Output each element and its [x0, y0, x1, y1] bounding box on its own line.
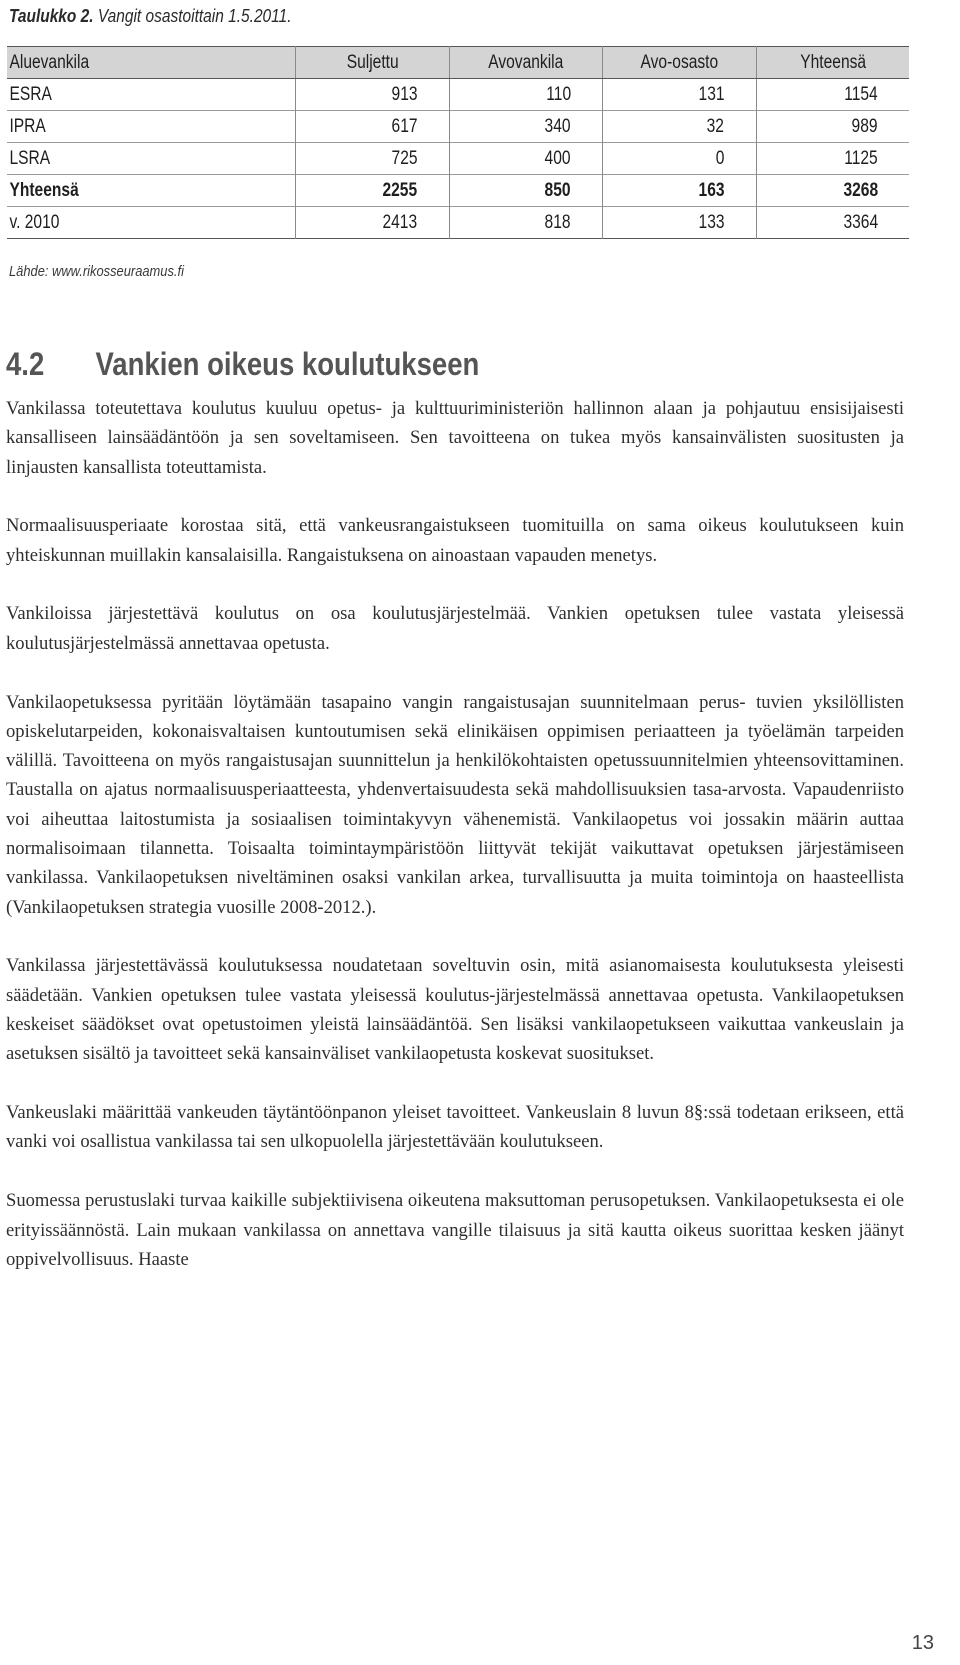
cell-value: 818 — [449, 207, 602, 239]
cell-value: 133 — [603, 207, 756, 239]
section-number: 4.2 — [6, 346, 45, 382]
cell-value: 1125 — [756, 143, 909, 175]
table-caption-label: Taulukko 2. — [9, 6, 94, 26]
table-source: Lähde: www.rikosseuraamus.fi — [9, 263, 184, 280]
cell-value: 0 — [603, 143, 756, 175]
cell-value: 110 — [449, 79, 602, 111]
cell-value: 617 — [296, 111, 449, 143]
cell-value: 725 — [296, 143, 449, 175]
page-number: 13 — [911, 1632, 934, 1654]
col-header-open-ward: Avo-osasto — [603, 47, 756, 79]
cell-value: 32 — [603, 111, 756, 143]
cell-value: 2413 — [296, 207, 449, 239]
cell-value: 850 — [449, 175, 602, 207]
col-header-total: Yhteensä — [756, 47, 909, 79]
section-heading — [6, 346, 479, 383]
cell-value: 3268 — [756, 175, 909, 207]
table-row — [7, 79, 909, 111]
table-caption — [9, 6, 292, 27]
col-header-closed: Suljettu — [296, 47, 449, 79]
table-caption-text: Vangit osastoittain 1.5.2011. — [97, 6, 292, 26]
paragraph: Suomessa perustuslaki turvaa kaikille subjektiivisena oikeutena maksuttoman perusopetuksen. Vankilaopetuksesta ei ole erityissäännöstä. Lain mukaan vankilassa on annettava vangille tilaisuus ja sitä kautta oikeus suorittaa kesken jäänyt oppivelvollisuus. Haaste — [6, 1190, 904, 1270]
table-row — [7, 143, 909, 175]
paragraph: Vankilassa toteutettava koulutus kuuluu opetus- ja kulttuuriministeriön hallinnon alaan ja pohjautuu ensisijaisesti kansalliseen lainsäädäntöön ja sen soveltamiseen. Sen tavoitteena on tukea myös kansainvälisten suositusten ja linjausten kansallista toteuttamista. — [6, 398, 904, 478]
paragraph: Normaalisuusperiaate korostaa sitä, että vankeusrangaistukseen tuomituilla on sama oikeus koulutukseen kuin yhteiskunnan muillakin kansalaisilla. Rangaistuksena on ainoastaan vapauden menetys. — [6, 515, 904, 566]
col-header-prison: Aluevankila — [7, 47, 296, 79]
table-row — [7, 111, 909, 143]
table-header-row — [7, 47, 909, 79]
table-row — [7, 207, 909, 239]
cell-value: 913 — [296, 79, 449, 111]
paragraph: Vankilassa järjestettävässä koulutuksessa noudatetaan soveltuvin osin, mitä asianomaisesta koulutuksesta yleisesti säädetään. Vankien opetuksen tulee vastata yleisessä koulutus-järjestelmässä annettavaa opetusta. Vankilaopetuksen keskeiset säädökset ovat opetustoimen yleistä lainsäädäntöä. Sen lisäksi vankilaopetukseen vaikuttaa vankeuslain ja asetuksen sisältö ja tavoitteet sekä kansainväliset vankilaopetusta koskevat suositukset. — [6, 955, 904, 1065]
paragraph: Vankiloissa järjestettävä koulutus on osa koulutusjärjestelmää. Vankien opetuksen tulee vastata yleisessä koulutusjärjestelmässä annettavaa opetusta. — [6, 603, 904, 654]
prisoners-table — [7, 46, 909, 239]
row-label: ESRA — [9, 83, 52, 105]
col-header-open-prison: Avovankila — [449, 47, 602, 79]
row-label: Yhteensä — [9, 179, 79, 201]
cell-value: 400 — [449, 143, 602, 175]
paragraph: Vankilaopetuksessa pyritään löytämään tasapaino vangin rangaistusajan suunnitelmaan perus- tuvien yksilöllisten opiskelutarpeiden, kokonaisvaltaisen kuntoutumisen sekä elinikäisen oppimisen periaatteen ja työelämän tarpeiden välillä. Tavoitteena on myös rangaistusajan suunnittelun ja henkilökohtaisten opetussuunnitelmien yhteensovittaminen. Taustalla on ajatus normaalisuusperiaatteesta, yhdenvertaisuudesta sekä mahdollisuuksien tasa-arvosta. Vapaudenriisto voi aiheuttaa laitostumista ja sosiaalisen toimintakyvyn vähenemistä. Vankilaopetus voi jossakin määrin auttaa normalisoimaan tilannetta. Toisaalta toimintaympäristöön liittyvät tekijät vaikuttavat opetuksen järjestämiseen vankilassa. Vankilaopetuksen niveltäminen osaksi vankilan arkea, turvallisuutta ja muita toimintoja on haasteellista (Vankilaopetuksen strategia vuosille 2008-2012.). — [6, 691, 904, 918]
cell-value: 2255 — [296, 175, 449, 207]
cell-value: 3364 — [756, 207, 909, 239]
table-row-total — [7, 175, 909, 207]
cell-value: 1154 — [756, 79, 909, 111]
row-label: v. 2010 — [9, 211, 60, 233]
body-text — [6, 394, 904, 1274]
section-title: Vankien oikeus koulutukseen — [95, 346, 480, 382]
paragraph: Vankeuslaki määrittää vankeuden täytäntöönpanon yleiset tavoitteet. Vankeuslain 8 luvun 8§:ssä todetaan erikseen, että vanki voi osallistua vankilassa tai sen ulkopuolella järjestettävään koulutukseen. — [6, 1102, 904, 1153]
cell-value: 989 — [756, 111, 909, 143]
row-label: IPRA — [9, 115, 46, 137]
cell-value: 163 — [603, 175, 756, 207]
row-label: LSRA — [9, 147, 51, 169]
cell-value: 340 — [449, 111, 602, 143]
cell-value: 131 — [603, 79, 756, 111]
